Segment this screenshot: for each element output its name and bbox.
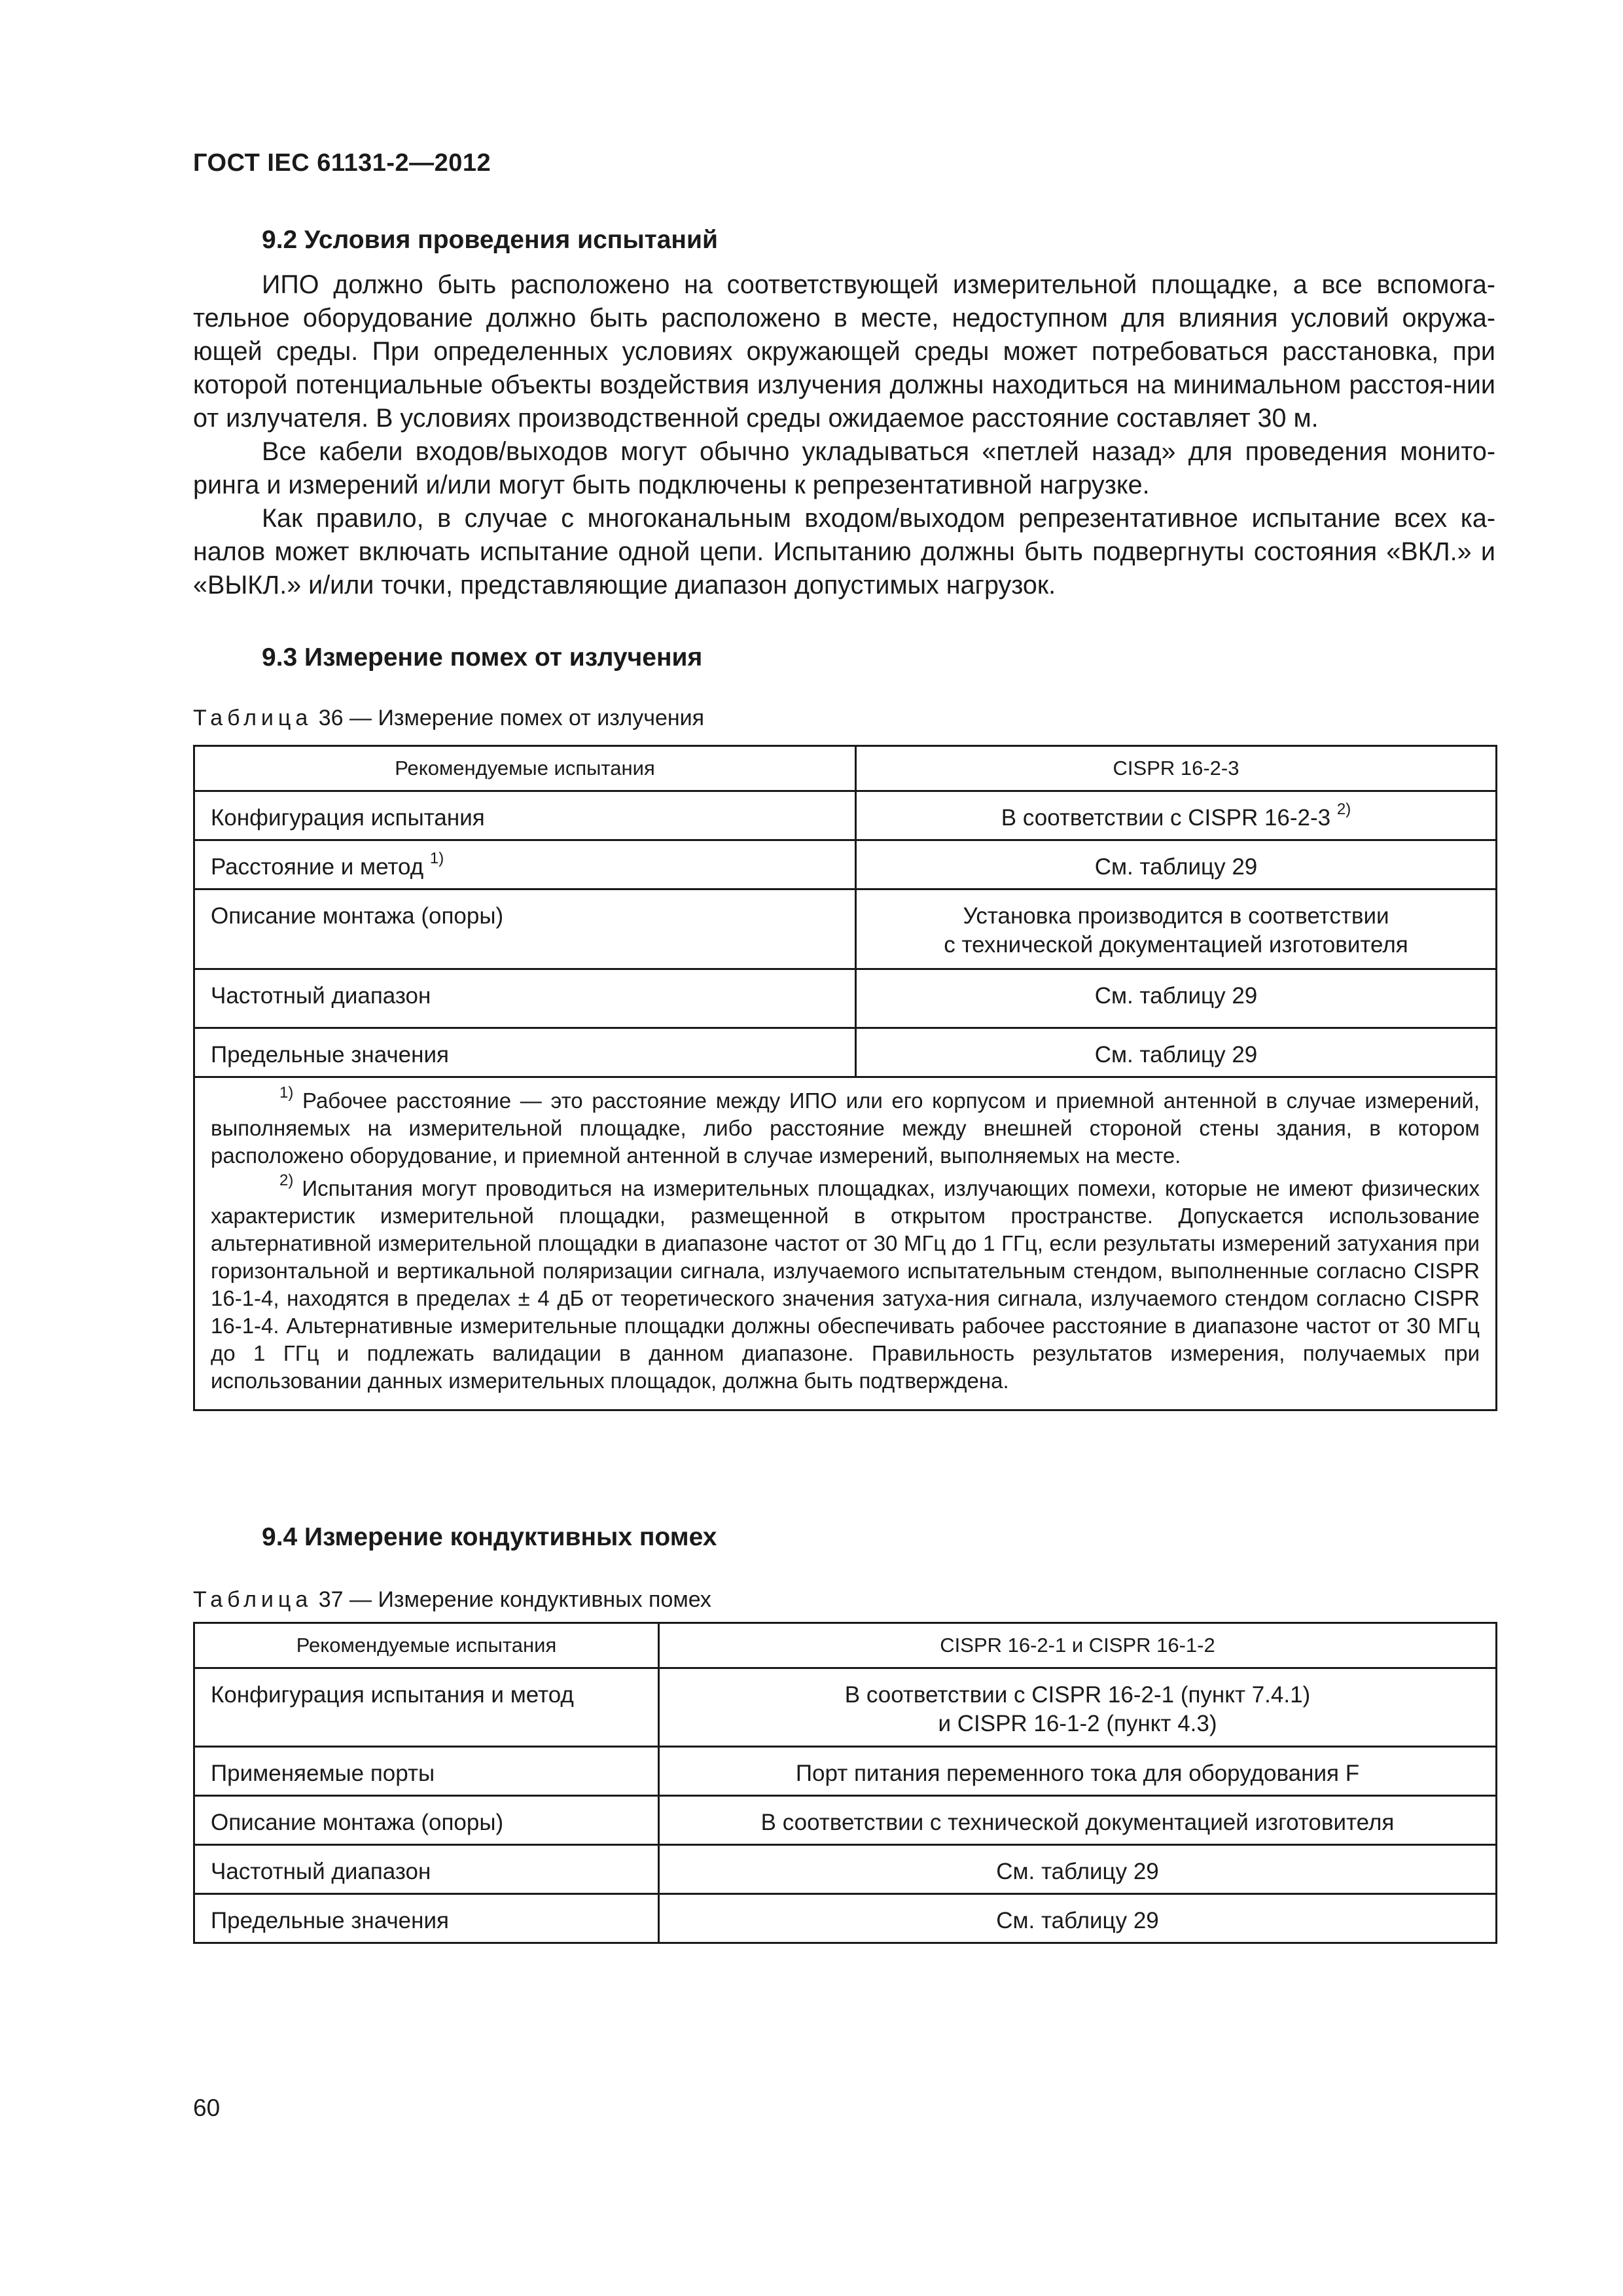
table-row <box>194 889 1497 969</box>
column-header: CISPR 16-2-1 и CISPR 16-1-2 <box>659 1623 1497 1668</box>
table-row <box>194 1668 1497 1747</box>
table-37-caption <box>193 1587 711 1613</box>
row-param: Расстояние и метод $^{1)}$ <box>194 840 856 889</box>
row-value: Порт питания переменного тока для оборудования F <box>659 1747 1497 1796</box>
table-row <box>194 969 1497 1028</box>
footnote-ref: 1) <box>429 850 444 868</box>
row-value: В соответствии с CISPR 16-2-1 (пункт 7.4.1) и CISPR 16-1-2 (пункт 4.3) <box>659 1668 1497 1747</box>
document-code-header: ГОСТ IEC 61131-2—2012 <box>193 149 491 177</box>
section-9-4-heading: 9.4 Измерение кондуктивных помех <box>262 1523 717 1551</box>
row-value: В соответствии с CISPR 16-2-3 $^{2)}$ <box>856 791 1497 840</box>
page-number: 60 <box>193 2094 221 2121</box>
row-param: Конфигурация испытания и метод <box>194 1668 659 1747</box>
row-value: См. таблицу 29 <box>856 1028 1497 1077</box>
row-value: См. таблицу 29 <box>856 840 1497 889</box>
column-header: Рекомендуемые испытания <box>194 746 856 791</box>
row-param: Предельные значения <box>194 1028 856 1077</box>
footnote: $^{2)}$ Испытания могут проводиться на измерительных площадках, излучающих помехи, которые не имеют физических характеристик измерительной площадки, размещенной в открытом пространстве. Допускается использование альтернативной измерительной площадки в диапазоне частот от 30 МГц до 1 ГГц, если результаты измерений затухания при горизонтальной и вертикальной поляризации сигнала, излучаемого испытательным стендом, выполненные согласно CISPR 16-1-4, находятся в пределах ± 4 дБ от теоретического значения затуха-ния сигнала, излучаемого стендом согласно CISPR 16-1-4. Альтернативные измерительные площадки должны обеспечивать рабочее расстояние в диапазоне частот от 30 МГц до 1 ГГц и подлежать валидации в данном диапазоне. Правильность результатов измерения, получаемых при использовании данных измерительных площадок, должна быть подтверждена. <box>211 1172 1480 1393</box>
table-row <box>194 1028 1497 1077</box>
footnote-mark: 1) <box>279 1084 294 1102</box>
table-notes <box>194 1077 1497 1410</box>
table-row <box>194 840 1497 889</box>
row-value: См. таблицу 29 <box>659 1845 1497 1894</box>
footnote-ref: 2) <box>1336 800 1351 819</box>
section-9-2-heading: 9.2 Условия проведения испытаний <box>262 226 718 254</box>
section-9-2-body <box>193 268 1495 602</box>
row-param: Описание монтажа (опоры) <box>194 1796 659 1845</box>
paragraph: Как правило, в случае с многоканальным входом/выходом репрезентативное испытание всех ка-налов может включать испытание одной цепи. Испытанию должны быть подвергнуты состояния «ВКЛ.» и «ВЫКЛ.» и/или точки, представляющие диапазон допустимых нагрузок. <box>193 504 1495 600</box>
row-value: См. таблицу 29 <box>659 1894 1497 1943</box>
row-param: Частотный диапазон <box>194 1845 659 1894</box>
table-notes-row <box>194 1077 1497 1410</box>
caption-label: Таблица <box>193 1587 313 1612</box>
row-value: См. таблицу 29 <box>856 969 1497 1028</box>
table-row <box>194 1845 1497 1894</box>
column-header: Рекомендуемые испытания <box>194 1623 659 1668</box>
table-row <box>194 1747 1497 1796</box>
column-header: CISPR 16-2-3 <box>856 746 1497 791</box>
table-row <box>194 1894 1497 1943</box>
row-param: Конфигурация испытания <box>194 791 856 840</box>
caption-text: 37 — Измерение кондуктивных помех <box>312 1587 711 1612</box>
row-param: Частотный диапазон <box>194 969 856 1028</box>
paragraph: Все кабели входов/выходов могут обычно укладываться «петлей назад» для проведения монито-ринга и измерений и/или могут быть подключены к репрезентативной нагрузке. <box>193 437 1495 499</box>
row-param: Описание монтажа (опоры) <box>194 889 856 969</box>
row-value: В соответствии с технической документацией изготовителя <box>659 1796 1497 1845</box>
table-36 <box>193 745 1497 1411</box>
table-header-row <box>194 746 1497 791</box>
table-header-row <box>194 1623 1497 1668</box>
footnote: $^{1)}$ Рабочее расстояние — это расстояние между ИПО или его корпусом и приемной антенной в случае измерений, выполняемых на измерительной площадке, либо расстояние между внешней стороной стены здания, в котором расположено оборудование, и приемной антенной в случае измерений, выполняемых на месте. <box>211 1084 1480 1168</box>
row-param: Предельные значения <box>194 1894 659 1943</box>
caption-text: 36 — Измерение помех от излучения <box>312 706 705 730</box>
table-row <box>194 1796 1497 1845</box>
paragraph: ИПО должно быть расположено на соответствующей измерительной площадке, а все вспомога-тельное оборудование должно быть расположено в месте, недоступном для влияния условий окружа-ющей среды. При определенных условиях окружающей среды может потребоваться расстановка, при которой потенциальные объекты воздействия излучения должны находиться на минимальном расстоя-нии от излучателя. В условиях производственной среды ожидаемое расстояние составляет 30 м. <box>193 270 1495 433</box>
row-param: Применяемые порты <box>194 1747 659 1796</box>
table-row <box>194 791 1497 840</box>
row-value: Установка производится в соответствии с технической документацией изготовителя <box>856 889 1497 969</box>
section-9-3-heading: 9.3 Измерение помех от излучения <box>262 643 703 672</box>
table-36-caption <box>193 706 704 731</box>
footnote-mark: 2) <box>279 1172 294 1189</box>
table-37 <box>193 1622 1497 1944</box>
caption-label: Таблица <box>193 706 313 730</box>
